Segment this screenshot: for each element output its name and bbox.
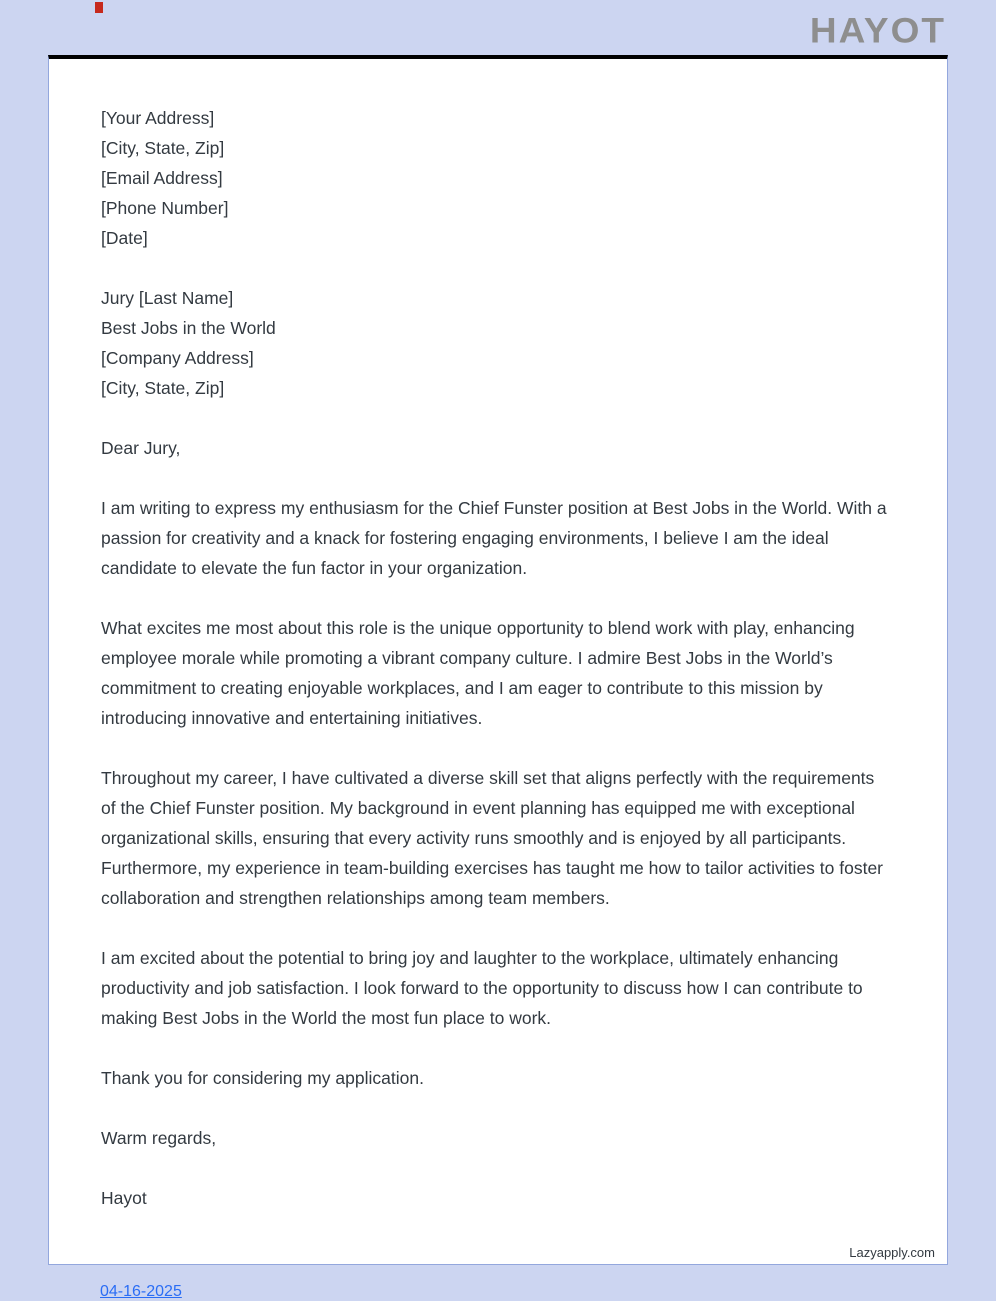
recipient-line: Best Jobs in the World [101,318,276,338]
letter-page [48,55,948,1265]
body-paragraph: Throughout my career, I have cultivated a diverse skill set that aligns perfectly with the requirements of the Chief Funster position. My background in event planning has equipped me with exceptional organizational skills, ensuring that every activity runs smoothly and is enjoyed by all participants. Furthermore, my experience in team-building exercises has taught me how to tailor activities to foster collaboration and strengthen relationships among team members. [101,768,884,908]
body-paragraph: I am writing to express my enthusiasm for the Chief Funster position at Best Jobs in the World. With a passion for creativity and a knack for fostering engaging environments, I believe I am the ideal candidate to elevate the fun factor in your organization. [101,498,887,578]
closing-thanks: Thank you for considering my application. [101,1068,424,1088]
sender-line: [City, State, Zip] [101,138,225,158]
recipient-line: Jury [Last Name] [101,288,234,308]
sender-line: [Date] [101,228,148,248]
body-paragraph: I am excited about the potential to bring joy and laughter to the workplace, ultimately enhancing productivity and job satisfaction. I look forward to the opportunity to discuss how I can contribute to making Best Jobs in the World the most fun place to work. [101,948,863,1028]
recipient-address-block [101,283,891,403]
recipient-line: [Company Address] [101,348,254,368]
body-paragraph: What excites me most about this role is the unique opportunity to blend work with play, enhancing employee morale while promoting a vibrant company culture. I admire Best Jobs in the World’s commitment to creating enjoyable workplaces, and I am eager to contribute to this mission by introducing innovative and entertaining initiatives. [101,618,855,728]
brand-logo: HAYOT [809,11,946,51]
red-artifact-mark [95,2,103,13]
signoff: Warm regards, [101,1128,217,1148]
signature: Hayot [101,1188,147,1208]
sender-address-block [101,103,891,253]
sender-line: [Phone Number] [101,198,229,218]
sender-line: [Email Address] [101,168,223,188]
recipient-line: [City, State, Zip] [101,378,225,398]
salutation: Dear Jury, [101,438,181,458]
letter-content [49,59,947,1213]
date-link[interactable]: 04-16-2025 [100,1283,182,1300]
footer-brand: Lazyapply.com [849,1245,935,1260]
sender-line: [Your Address] [101,108,215,128]
